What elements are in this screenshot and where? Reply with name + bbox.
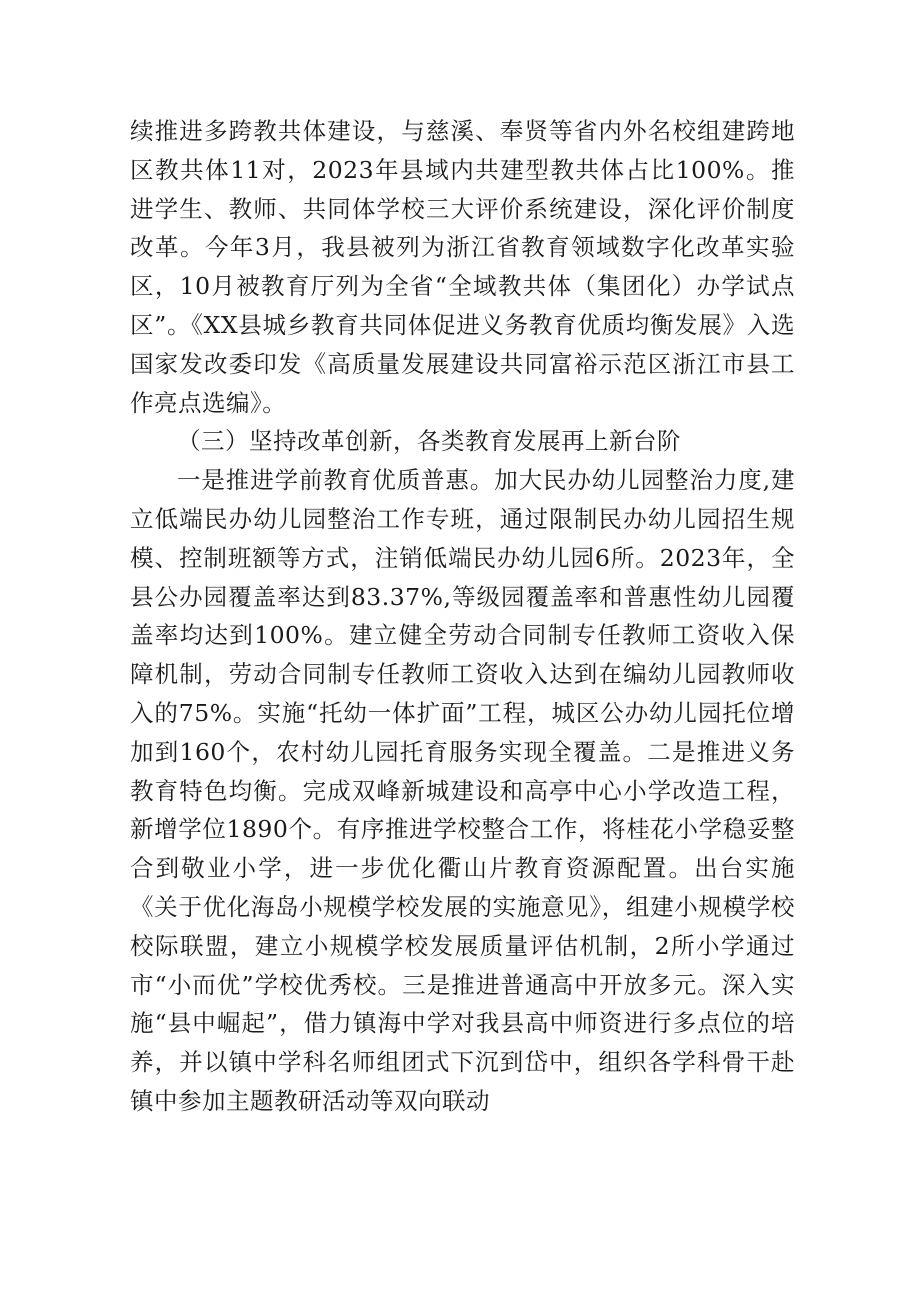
paragraph-preschool-compulsory-highschool: 一是推进学前教育优质普惠。加大民办幼儿园整治力度,建立低端民办幼儿园整治工作专班，通过限制民办幼儿园招生规模、控制班额等方式，注销低端民办幼儿园6所。2023年，全县公办园覆盖率达到83.37%,等级园覆盖率和普惠性幼儿园覆盖率均达到100%。建立健全劳动合同制专任教师工资收入保障机制，劳动合同制专任教师工资收入达到在编幼儿园教师收入的75%。实施“托幼一体扩面”工程，城区公办幼儿园托位增加到160个，农村幼儿园托育服务实现全覆盖。二是推进义务教育特色均衡。完成双峰新城建设和高亭中心小学改造工程，新增学位1890个。有序推进学校整合工作，将桂花小学稳妥整合到敬业小学，进一步优化衢山片教育资源配置。出台实施《关于优化海岛小规模学校发展的实施意见》，组建小规模学校校际联盟，建立小规模学校发展质量评估机制，2所小学通过市“小而优”学校优秀校。三是推进普通高中开放多元。深入实施“县中崛起”，借力镇海中学对我县高中师资进行多点位的培养，并以镇中学科名师组团式下沉到岱中，组织各学科骨干赴镇中参加主题教研活动等双向联动: [130, 466, 795, 1115]
document-body: [130, 112, 795, 1121]
section-heading: （三）坚持改革创新，各类教育发展再上新台阶: [177, 427, 681, 456]
paragraph-continuation: 续推进多跨教共体建设，与慈溪、奉贤等省内外名校组建跨地区教共体11对，2023年县域内共建型教共体占比100%。推进学生、教师、共同体学校三大评价系统建设，深化评价制度改革。今年3月，我县被列为浙江省教育领域数字化改革实验区，10月被教育厅列为全省“全域教共体（集团化）办学试点区”。《XX县城乡教育共同体促进义务教育优质均衡发展》入选国家发改委印发《高质量发展建设共同富裕示范区浙江市县工作亮点选编》。: [130, 117, 795, 417]
